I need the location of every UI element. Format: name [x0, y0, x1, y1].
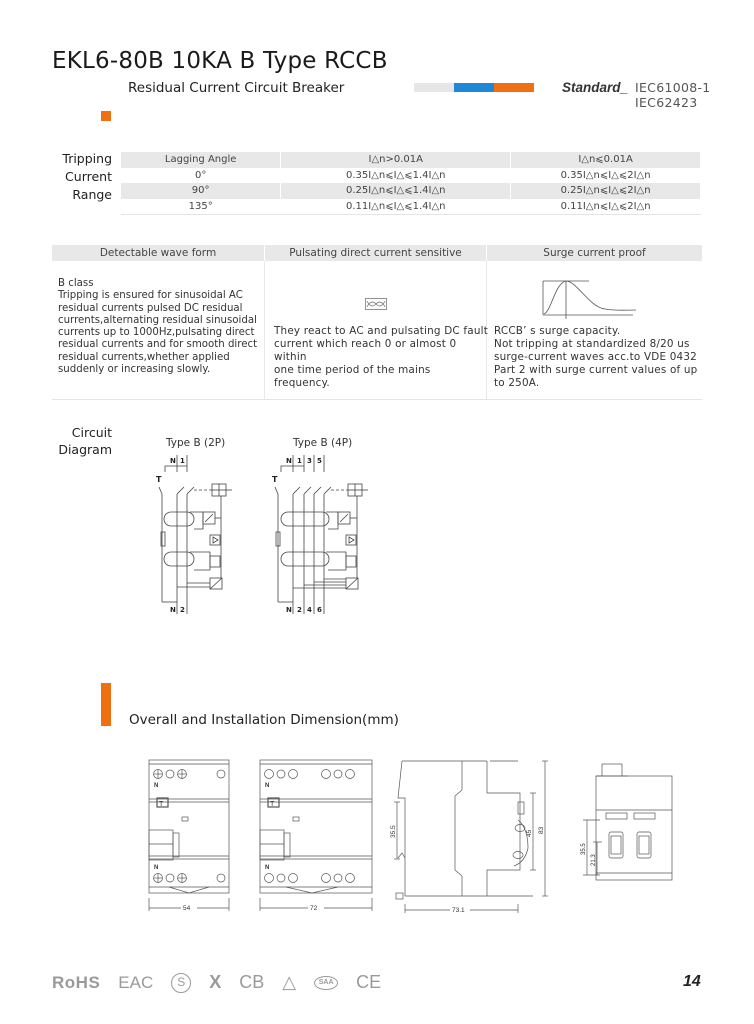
table-cell: 0.25I△n⩽I△⩽2I△n — [511, 183, 701, 199]
text-line: B class — [58, 278, 94, 289]
text-line: suddenly or increasing slowly. — [58, 364, 211, 376]
svg-text:1: 1 — [180, 457, 185, 465]
svg-text:T: T — [272, 475, 278, 484]
terminal-label: N — [154, 783, 159, 789]
text-line: residual currents and for smooth direct — [58, 339, 258, 351]
page-title: EKL6-80B 10KA B Type RCCB — [52, 48, 388, 74]
width-dimension-4p: 72 — [310, 905, 318, 912]
rohs-icon: RoHS — [52, 972, 101, 992]
color-bar — [414, 83, 534, 92]
text-line: to 250A. — [494, 377, 540, 389]
waveform-description — [58, 278, 263, 376]
ce-icon: CE — [356, 972, 382, 992]
column-header: Lagging Angle — [121, 152, 281, 168]
page-number: 14 — [683, 973, 701, 990]
orange-bar-marker — [101, 683, 111, 726]
triangle-mark-icon: △ — [282, 972, 297, 992]
svg-text:N: N — [170, 606, 176, 614]
standard-value: IEC61008-1 — [635, 80, 711, 95]
circuit-diagram-label — [52, 424, 112, 458]
svg-text:1: 1 — [297, 457, 302, 465]
text-line: Not tripping at standardized 8/20 us — [494, 338, 690, 350]
table-cell: 135° — [121, 199, 281, 215]
table-cell: 0.11I△n⩽I△⩽2I△n — [511, 199, 701, 215]
tripping-label — [52, 150, 112, 204]
text-line: current which reach 0 or almost 0 within — [274, 338, 457, 363]
text-line: RCCB’ s surge capacity. — [494, 325, 621, 337]
table-row — [121, 199, 701, 215]
table-cell: 90° — [121, 183, 281, 199]
svg-text:T: T — [159, 801, 164, 808]
text-line: one time period of the mains frequency. — [274, 364, 431, 389]
text-line: currents up to 1000Hz,pulsating direct — [58, 327, 255, 339]
table-cell: 0.35I△n⩽I△⩽2I△n — [511, 168, 701, 184]
label-line: Tripping — [62, 151, 112, 166]
svg-text:N: N — [170, 457, 176, 465]
circuit-diagram-2p — [150, 452, 240, 614]
text-line: Tripping is ensured for sinusoidal AC — [58, 290, 243, 302]
feature-header-pulsating: Pulsating direct current sensitive — [265, 245, 486, 261]
table-cell: 0.25I△n⩽I△⩽1.4I△n — [281, 183, 511, 199]
terminal-label: N — [154, 865, 159, 871]
diagram-title-4p: Type B (4P) — [293, 437, 353, 449]
table-cell: 0.35I△n⩽I△⩽1.4I△n — [281, 168, 511, 184]
color-bar-grey — [414, 83, 454, 92]
eac-icon: EAC — [118, 972, 154, 992]
rail-dimension-bottom: 35.5 — [581, 843, 587, 855]
dimension-title: Overall and Installation Dimension(mm) — [129, 712, 399, 728]
x-mark-icon: X — [209, 972, 222, 992]
label-line: Diagram — [58, 442, 112, 457]
table-row — [121, 168, 701, 184]
svg-text:N: N — [286, 606, 292, 614]
pulsating-wave-icon — [365, 298, 387, 310]
table-row — [121, 183, 701, 199]
table-header-row — [121, 152, 701, 168]
certification-logos — [52, 972, 381, 993]
height-dimension: 83 — [538, 826, 545, 834]
terminal-label: N — [265, 783, 270, 789]
label-line: Current — [65, 169, 112, 184]
diagram-title-2p: Type B (2P) — [166, 437, 226, 449]
s-mark-icon: S — [171, 973, 191, 993]
text-line: currents,alternating residual sinusoidal — [58, 314, 257, 326]
feature-header-waveform: Detectable wave form — [52, 245, 264, 261]
bottom-view-drawing — [570, 760, 680, 885]
column-header: I△n⩽0.01A — [511, 152, 701, 168]
label-line: Circuit — [71, 425, 112, 440]
tripping-table — [121, 152, 701, 215]
standard-value: IEC62423 — [635, 95, 698, 110]
column-header: I△n>0.01A — [281, 152, 511, 168]
circuit-diagram-4p — [266, 452, 376, 614]
standard-label: Standard_ — [562, 80, 629, 95]
surge-curve-icon — [541, 277, 641, 319]
rail-dimension: 35.5 — [390, 825, 397, 838]
feature-header-surge: Surge current proof — [487, 245, 702, 261]
depth-dimension: 73.1 — [452, 907, 465, 913]
svg-text:N: N — [286, 457, 292, 465]
front-view-2p-drawing — [145, 758, 235, 913]
front-view-4p-drawing — [256, 758, 376, 913]
orange-square-marker — [101, 111, 111, 121]
color-bar-orange — [494, 83, 534, 92]
svg-text:2: 2 — [180, 606, 185, 614]
svg-text:4: 4 — [307, 606, 312, 614]
svg-text:3: 3 — [307, 457, 312, 465]
svg-text:T: T — [270, 801, 275, 808]
column-divider — [264, 261, 265, 400]
pulsating-description — [274, 325, 489, 390]
svg-text:6: 6 — [317, 606, 322, 614]
color-bar-blue — [454, 83, 494, 92]
terminal-label: N — [265, 865, 270, 871]
text-line: surge-current waves acc.to VDE 0432 — [494, 351, 697, 363]
offset-dimension: 21.3 — [591, 854, 597, 866]
table-cell: 0.11I△n⩽I△⩽1.4I△n — [281, 199, 511, 215]
width-dimension-2p: 54 — [183, 905, 191, 912]
label-line: Range — [72, 187, 112, 202]
front-height-dimension: 45 — [526, 829, 533, 837]
features-table — [52, 245, 702, 400]
svg-text:5: 5 — [317, 457, 322, 465]
cb-icon: CB — [239, 972, 265, 992]
text-line: Part 2 with surge current values of up — [494, 364, 698, 376]
text-line: residual currents,whether applied — [58, 351, 230, 363]
saa-icon: SAA — [314, 976, 338, 990]
surge-description — [494, 325, 704, 390]
table-cell: 0° — [121, 168, 281, 184]
text-line: residual currents pulsed DC residual — [58, 302, 243, 314]
svg-text:T: T — [156, 475, 162, 484]
svg-text:2: 2 — [297, 606, 302, 614]
side-view-drawing — [390, 758, 550, 913]
page-subtitle: Residual Current Circuit Breaker — [128, 80, 345, 96]
text-line: They react to AC and pulsating DC fault — [274, 325, 488, 337]
standard-values — [635, 80, 711, 110]
